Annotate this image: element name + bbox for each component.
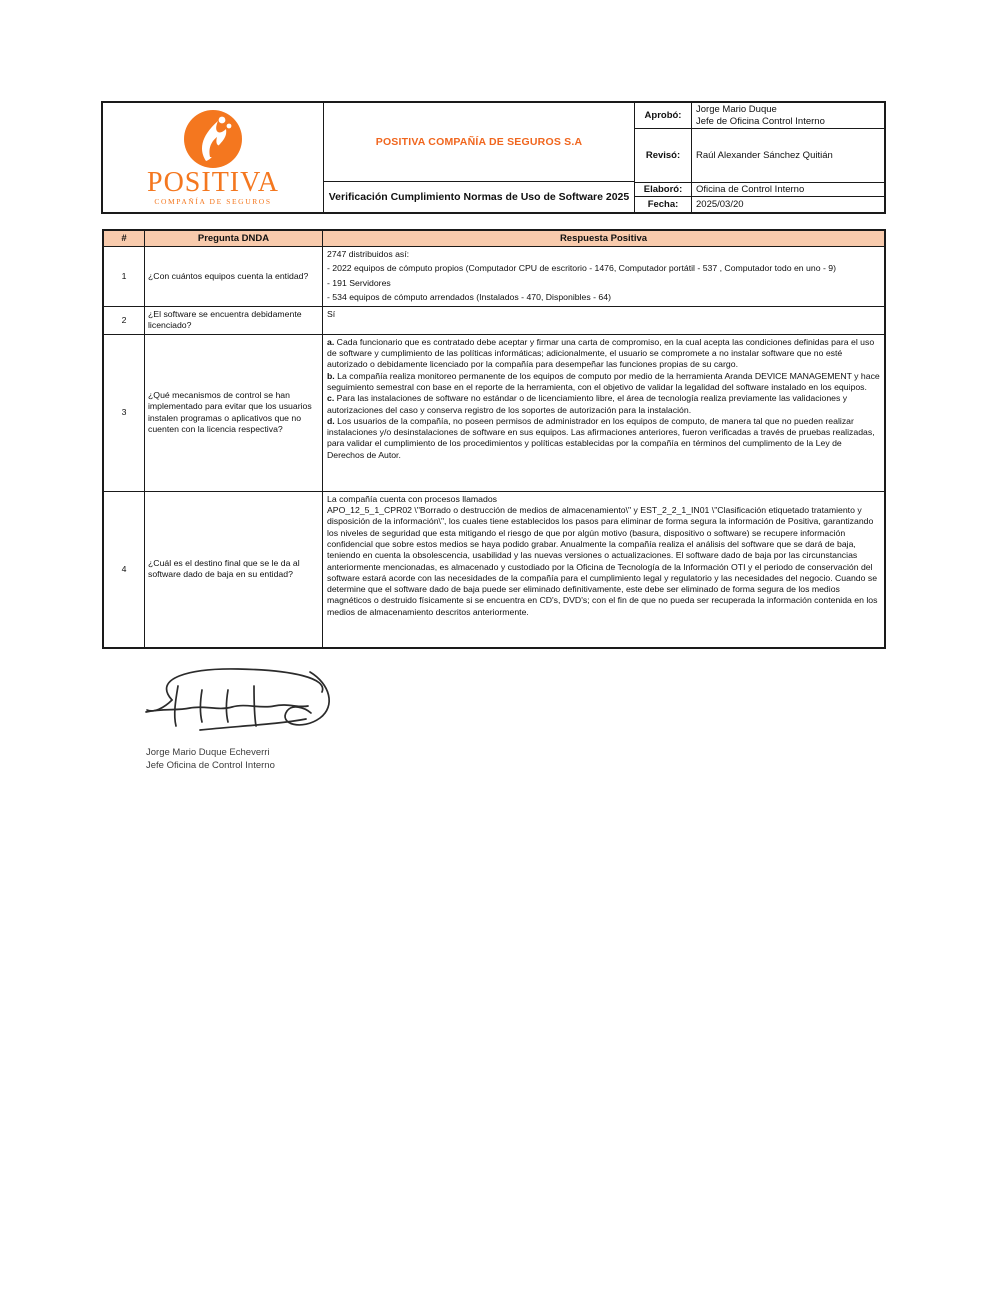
company-logo bbox=[103, 103, 324, 212]
question-text: ¿Cuál es el destino final que se le da al software dado de baja en su entidad? bbox=[145, 492, 323, 647]
answer-text bbox=[323, 492, 884, 647]
fecha-value: 2025/03/20 bbox=[696, 198, 744, 210]
qa-table bbox=[102, 229, 886, 649]
logo-wordmark: POSITIVA bbox=[147, 166, 279, 198]
row-number: 2 bbox=[104, 307, 145, 334]
col-header-question: Pregunta DNDA bbox=[145, 231, 323, 246]
question-text: ¿El software se encuentra debidamente licenciado? bbox=[145, 307, 323, 334]
elaboro-value: Oficina de Control Interno bbox=[696, 183, 805, 195]
table-row bbox=[104, 246, 884, 306]
answer-item-d: d. Los usuarios de la compañía, no poseen permisos de administrador en los equipos de computo, de manera tal que no pueden realizar instalaciones y/o desinstalaciones de software en sus equipos. Las afirmaciones anteriores, fueron verificadas a través de pruebas realizadas, para validar el cumplimiento de los procedimientos y políticas establecidas por la compañía en términos del cumplimento de la Ley de Derechos de Autor. bbox=[327, 415, 875, 460]
answer-item-c: c. Para las instalaciones de software no estándar o de licenciamiento libre, el área de tecnología realiza previamente las validaciones y autorizaciones del caso y conserva registro de los soportes de autorización para la instalación. bbox=[327, 393, 848, 415]
answer-line: - 191 Servidores bbox=[327, 277, 391, 288]
aprobo-label: Aprobó: bbox=[635, 103, 692, 128]
aprobo-value bbox=[692, 103, 884, 128]
answer-intro: La compañía cuenta con procesos llamados bbox=[327, 493, 497, 504]
answer-line: - 534 equipos de cómputo arrendados (Instalados - 470, Disponibles - 64) bbox=[327, 291, 611, 302]
logo-caption: COMPAÑÍA DE SEGUROS bbox=[154, 196, 272, 206]
signer-name: Jorge Mario Duque Echeverri bbox=[146, 747, 270, 758]
meta-row-aprobo bbox=[635, 103, 884, 129]
elaboro-label: Elaboró: bbox=[635, 183, 692, 196]
meta-row-elaboro bbox=[635, 183, 884, 197]
reviso-value: Raúl Alexander Sánchez Quitián bbox=[696, 149, 833, 161]
header-table bbox=[101, 101, 886, 214]
answer-item-b: b. La compañía realiza monitoreo permanente de los equipos de computo por medio de la herramienta Aranda DEVICE MANAGEMENT y hace seguimiento semestral con base en el reporte de la herramienta, con el objetivo de validar la legalidad del software instalado en los equipos. bbox=[327, 370, 880, 392]
handwritten-signature-icon bbox=[140, 664, 350, 738]
answer-body: APO_12_5_1_CPR02 \"Borrado o destrucción de medios de almacenamiento\" y EST_2_2_1_IN01 \"Clasificación etiquetado tratamiento y disposición de la información\", los cuales tiene establecidos los pasos para eliminar de forma segura la información de Positiva, garantizando los niveles de seguridad que esta mitigando el riesgo de que por algún motivo (basura, dispositivo o software) se recupere información confidencial que sobre estos medios se haya podido grabar. Anualmente la compañía realiza el análisis del software que se dará de baja, teniendo en cuenta la obsolescencia, usabilidad y las nuevas versiones o actualizaciones. El software dado de baja por las circunstancias anteriormente mencionadas, es almacenado y custodiado por la Oficina de Tecnología de la Información OTI y el periodo de conservación del software estará acorde con las necesidades de la compañía para el cumplimiento legal y regulatorio y las necesidades del negocio. Cuando se determine que el software dado de baja puede ser eliminado definitivamente, este debe ser eliminado de forma segura de los medios magnéticos o destruido físicamente si se encuentra en CD's, DVD's; con el fin de que no pueda ser recuperada la información contenida en los medios de almacenamiento descritos anteriormente. bbox=[327, 505, 878, 617]
row-number: 3 bbox=[104, 335, 145, 491]
meta-row-fecha bbox=[635, 197, 884, 212]
qa-table-header bbox=[104, 231, 884, 246]
table-row bbox=[104, 491, 884, 647]
aprobo-role: Jefe de Oficina Control Interno bbox=[696, 115, 825, 127]
meta-row-reviso bbox=[635, 129, 884, 183]
reviso-label: Revisó: bbox=[635, 129, 692, 182]
aprobo-name: Jorge Mario Duque bbox=[696, 103, 777, 115]
approval-metadata bbox=[635, 103, 884, 212]
answer-line: - 2022 equipos de cómputo propios (Computador CPU de escritorio - 1476, Computador portátil - 537 , Computador todo en uno - 9) bbox=[327, 263, 836, 274]
table-row bbox=[104, 334, 884, 491]
answer-text bbox=[323, 247, 884, 306]
positiva-logo-icon bbox=[118, 107, 308, 209]
company-title-cell bbox=[324, 103, 634, 181]
doc-title-cell bbox=[324, 181, 634, 212]
answer-line: 2747 distribuidos así: bbox=[327, 249, 410, 259]
col-header-num: # bbox=[104, 231, 145, 246]
row-number: 1 bbox=[104, 247, 145, 306]
signature-block bbox=[140, 664, 350, 772]
answer-item-a: a. Cada funcionario que es contratado debe aceptar y firmar una carta de compromiso, en la cual acepta las condiciones definidas para el uso de software y cumplimiento de las políticas informáticas; adicionalmente, el usuario se compromete a no instalar software que no esté autorizado o debidamente licenciado por la compañía para desempeñar las funciones propias de su cargo. bbox=[327, 336, 875, 370]
question-text: ¿Con cuántos equipos cuenta la entidad? bbox=[145, 247, 323, 306]
answer-text: Sí bbox=[327, 309, 336, 320]
answer-text bbox=[323, 335, 884, 491]
signer-title: Jefe Oficina de Control Interno bbox=[146, 760, 275, 771]
col-header-answer: Respuesta Positiva bbox=[559, 232, 648, 244]
row-number: 4 bbox=[104, 492, 145, 647]
signer-identity bbox=[146, 746, 350, 772]
table-row bbox=[104, 306, 884, 334]
doc-title: Verificación Cumplimiento Normas de Uso de Software 2025 bbox=[328, 191, 630, 203]
question-text: ¿Qué mecanismos de control se han implementado para evitar que los usuarios instalen programas o aplicativos que no cuenten con la licencia respectiva? bbox=[145, 335, 323, 491]
fecha-label: Fecha: bbox=[635, 197, 692, 212]
company-title: POSITIVA COMPAÑÍA DE SEGUROS S.A bbox=[375, 136, 583, 148]
header-title-column bbox=[324, 103, 635, 212]
